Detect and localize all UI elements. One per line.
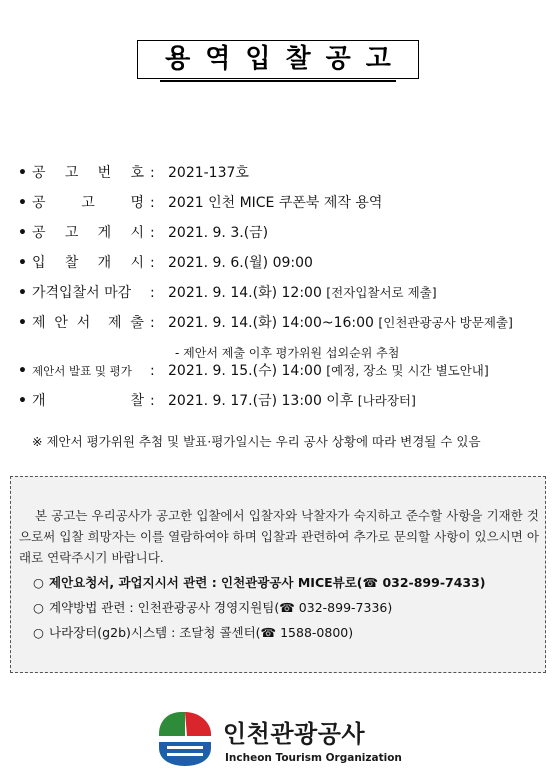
contact-item	[33, 598, 392, 618]
bullet: •	[18, 315, 27, 331]
detail-label: 가격입찰서 마감	[32, 285, 132, 301]
detail-colon: :	[150, 225, 155, 241]
circle-bullet-icon: ○	[33, 575, 44, 590]
logo-subtitle: Incheon Tourism Organization	[225, 752, 402, 764]
detail-colon: :	[150, 315, 155, 331]
detail-colon: :	[150, 363, 155, 379]
detail-row	[18, 282, 548, 304]
logo-red-shape	[185, 712, 211, 736]
detail-row	[18, 390, 548, 412]
detail-label: 제안서 발표 및 평가	[32, 364, 132, 378]
detail-colon: :	[150, 195, 155, 211]
detail-label: 개 찰	[32, 393, 144, 409]
bullet: •	[18, 393, 27, 409]
detail-value: 2021. 9. 14.(화) 14:00~16:00 [인천관광공사 방문제출]	[168, 315, 513, 331]
detail-value: 2021. 9. 17.(금) 13:00 이후 [나라장터]	[168, 393, 416, 409]
contact-text: 제안요청서, 과업지시서 관련 : 인천관광공사 MICE뷰로(☎ 032-899-7433)	[49, 575, 486, 590]
bullet: •	[18, 195, 27, 211]
detail-label: 입 찰 개 시	[32, 255, 144, 271]
logo-name: 인천관광공사	[223, 720, 366, 748]
detail-bracket-note: [예정, 장소 및 시간 별도안내]	[326, 363, 489, 378]
detail-bracket-note: [인천관광공사 방문제출]	[378, 315, 513, 330]
notice-box	[10, 476, 546, 673]
detail-value: 2021. 9. 14.(화) 12:00 [전자입찰서로 제출]	[168, 285, 437, 301]
contact-text: 나라장터(g2b)시스템 : 조달청 콜센터(☎ 1588-0800)	[49, 625, 354, 640]
bullet: •	[18, 285, 27, 301]
detail-row	[18, 192, 548, 214]
detail-label: 공 고 게 시	[32, 225, 144, 241]
bullet: •	[18, 165, 27, 181]
detail-value: 2021. 9. 6.(월) 09:00	[168, 255, 313, 271]
detail-bracket-note: [전자입찰서로 제출]	[326, 285, 437, 300]
detail-colon: :	[150, 255, 155, 271]
logo-green-shape	[159, 712, 185, 736]
organization-logo	[155, 708, 402, 770]
detail-row	[18, 360, 548, 382]
detail-value: 2021 인천 MICE 쿠폰북 제작 용역	[168, 195, 383, 211]
page-title: 용역입찰공고	[137, 40, 419, 79]
detail-bracket-note: [나라장터]	[357, 393, 416, 408]
contact-item	[33, 623, 353, 643]
sub-note: - 제안서 제출 이후 평가위원 섭외순위 추첨	[175, 346, 400, 360]
bullet: •	[18, 225, 27, 241]
detail-row	[18, 222, 548, 244]
detail-row	[18, 312, 548, 334]
bullet: •	[18, 255, 27, 271]
detail-label: 제 안 서 제 출	[32, 315, 144, 331]
detail-value: 2021-137호	[168, 165, 249, 181]
contact-item	[33, 573, 486, 593]
title-container	[0, 40, 556, 79]
circle-bullet-icon: ○	[33, 600, 44, 615]
detail-value: 2021. 9. 3.(금)	[168, 225, 269, 241]
detail-label: 공 고 명	[32, 195, 144, 211]
circle-bullet-icon: ○	[33, 625, 44, 640]
logo-emblem-icon	[155, 708, 215, 770]
title-underline	[160, 80, 396, 82]
detail-row	[18, 162, 548, 184]
contact-text: 계약방법 관련 : 인천관광공사 경영지원팀(☎ 032-899-7336)	[49, 600, 393, 615]
notice-paragraph: 본 공고는 우리공사가 공고한 입찰에서 입찰자와 낙찰자가 숙지하고 준수할 사항을 기재한 것으로써 입찰 희망자는 이를 열람하여야 하며 입찰과 관련하여 추가로 문의할 사항이 있으시면 아래로 연락주시기 바랍니다.	[19, 508, 539, 565]
schedule-change-note: ※ 제안서 평가위원 추첨 및 발표·평가일시는 우리 공사 상황에 따라 변경될 수 있음	[32, 434, 481, 449]
detail-row	[18, 252, 548, 274]
detail-value: 2021. 9. 15.(수) 14:00 [예정, 장소 및 시간 별도안내]	[168, 363, 489, 379]
detail-label: 공 고 번 호	[32, 165, 144, 181]
detail-colon: :	[150, 165, 155, 181]
detail-colon: :	[150, 285, 155, 301]
bullet: •	[18, 363, 27, 379]
detail-colon: :	[150, 393, 155, 409]
